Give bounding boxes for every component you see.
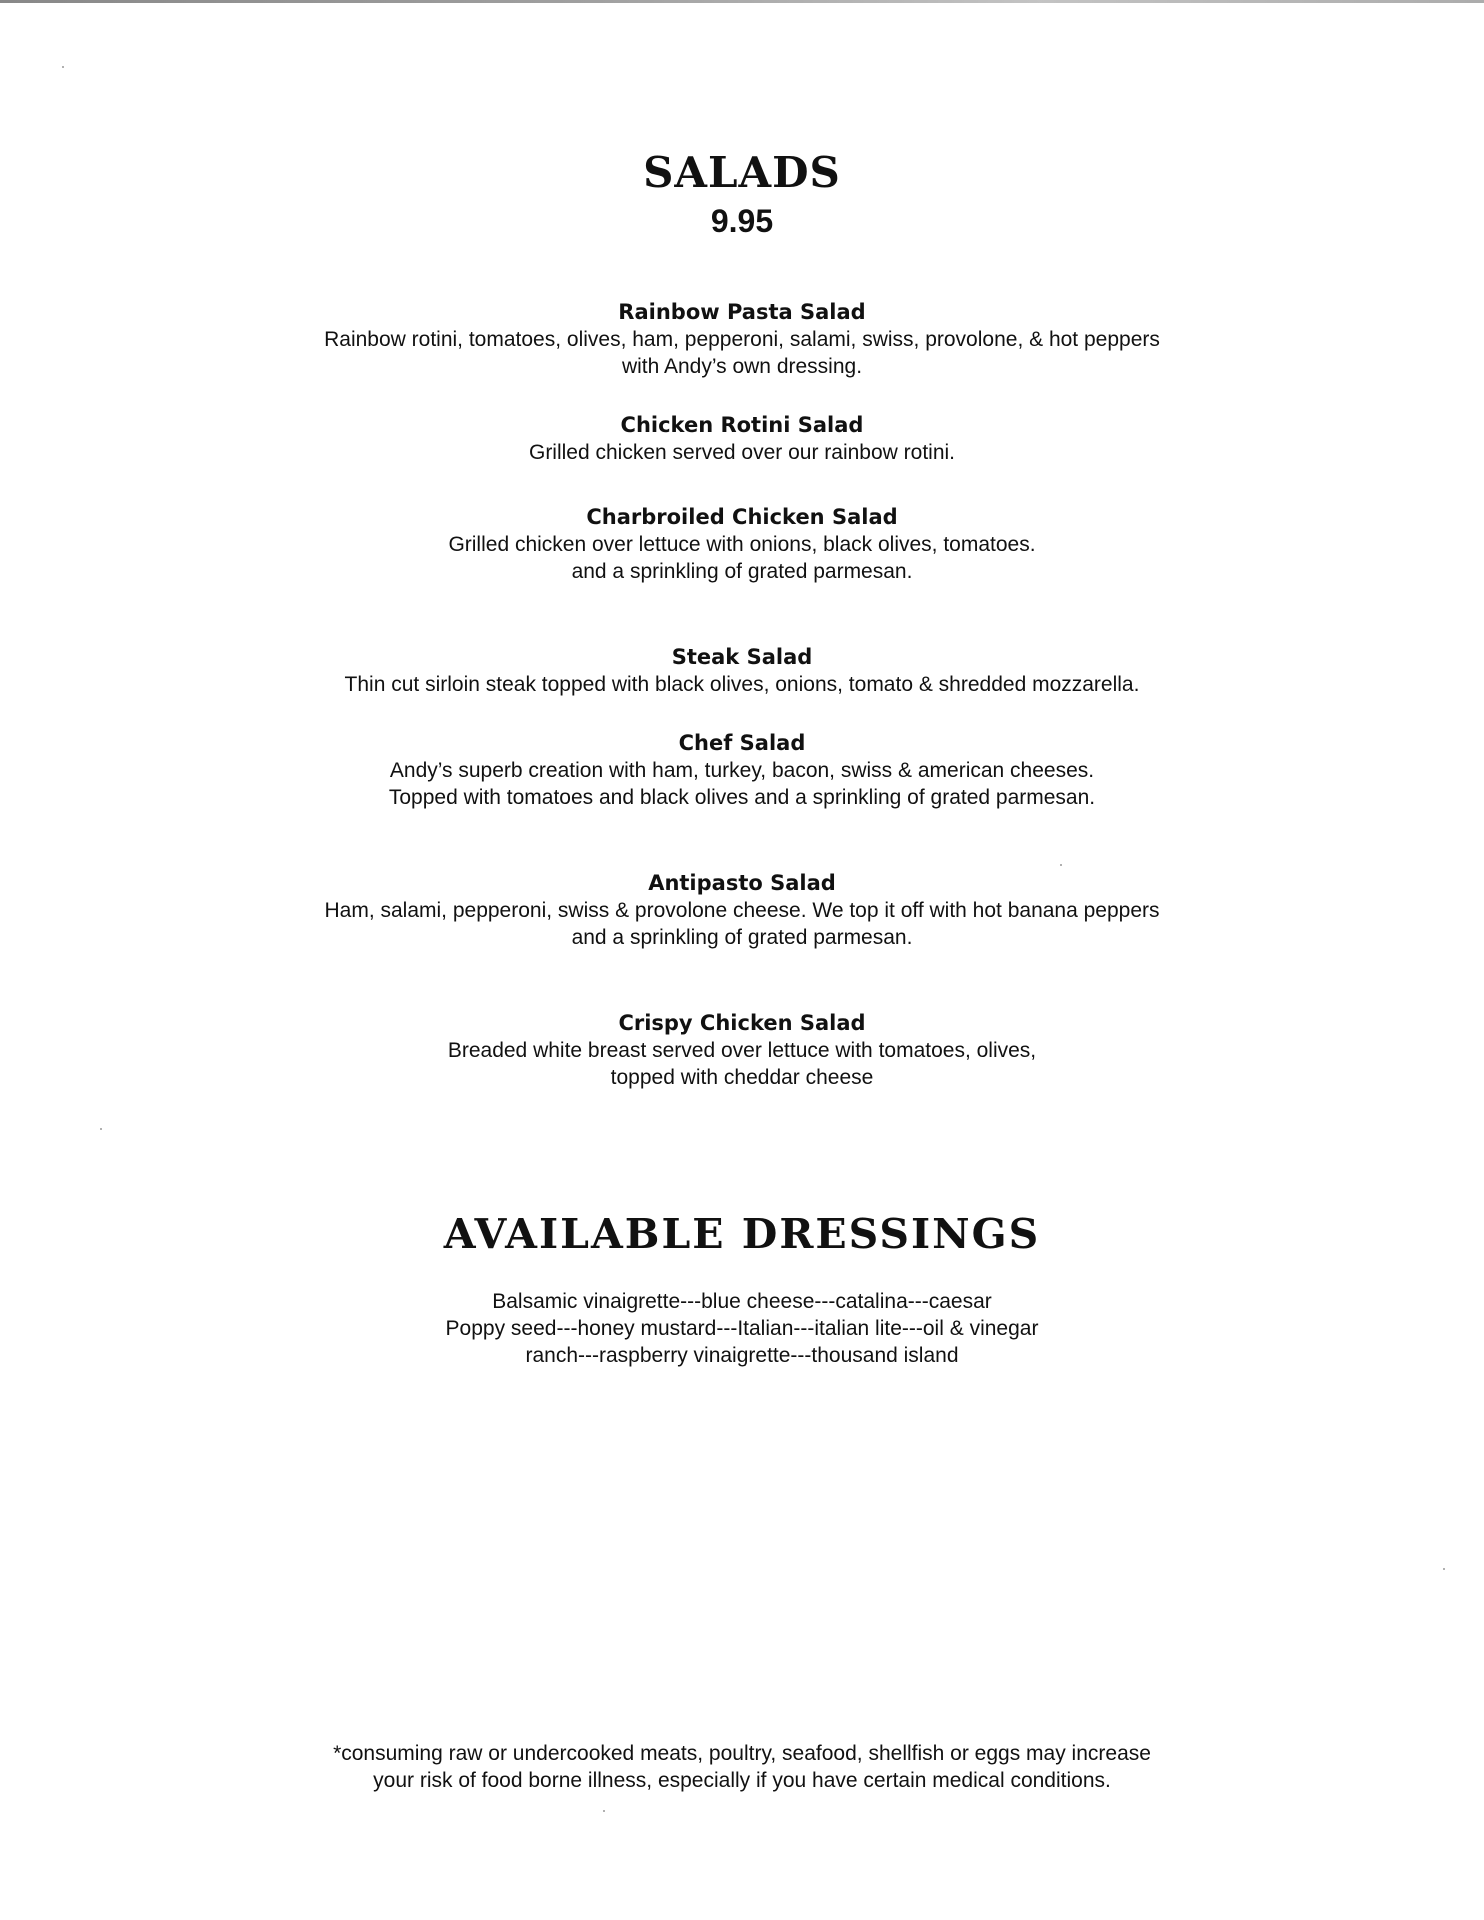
dressings-line: ranch---raspberry vinaigrette---thousand island bbox=[525, 1344, 959, 1367]
scan-speck bbox=[1443, 1568, 1445, 1570]
dressings-line: Poppy seed---honey mustard---Italian---italian lite---oil & vinegar bbox=[445, 1317, 1039, 1340]
dressings-heading: AVAILABLE DRESSINGS bbox=[443, 1210, 1041, 1258]
scan-speck bbox=[1060, 864, 1062, 866]
salad-description-line: Grilled chicken over lettuce with onions, black olives, tomatoes. bbox=[448, 533, 1036, 556]
salad-name: Charbroiled Chicken Salad bbox=[586, 505, 898, 529]
scan-speck bbox=[603, 1810, 605, 1812]
salad-item-chicken-rotini bbox=[0, 411, 1484, 466]
salad-description-line: Andy’s superb creation with ham, turkey, bacon, swiss & american cheeses. bbox=[389, 759, 1095, 782]
salad-item-crispy-chicken bbox=[0, 1009, 1484, 1091]
salad-name: Rainbow Pasta Salad bbox=[618, 300, 866, 324]
disclaimer-line: *consuming raw or undercooked meats, poultry, seafood, shellfish or eggs may increase bbox=[333, 1742, 1151, 1765]
food-safety-disclaimer bbox=[0, 1740, 1484, 1794]
salad-description-line: and a sprinkling of grated parmesan. bbox=[571, 926, 913, 949]
salad-description-line: Rainbow rotini, tomatoes, olives, ham, pepperoni, salami, swiss, provolone, & hot peppers bbox=[324, 328, 1160, 351]
salad-name: Steak Salad bbox=[671, 645, 813, 669]
salad-description-line: Topped with tomatoes and black olives and a sprinkling of grated parmesan. bbox=[388, 786, 1096, 809]
salad-description-line: with Andy’s own dressing. bbox=[621, 355, 863, 378]
salad-item-rainbow-pasta bbox=[0, 298, 1484, 380]
salads-price: 9.95 bbox=[710, 203, 774, 239]
salad-item-charbroiled-chicken bbox=[0, 503, 1484, 585]
disclaimer-line: your risk of food borne illness, especially if you have certain medical conditions. bbox=[373, 1769, 1111, 1792]
salad-description-line: Ham, salami, pepperoni, swiss & provolone cheese. We top it off with hot banana peppers bbox=[324, 899, 1160, 922]
salad-description-line: Breaded white breast served over lettuce with tomatoes, olives, bbox=[447, 1039, 1037, 1062]
salad-description-line: Grilled chicken served over our rainbow rotini. bbox=[528, 441, 956, 464]
salad-item-antipasto bbox=[0, 869, 1484, 951]
salad-name: Chef Salad bbox=[678, 731, 806, 755]
salad-name: Crispy Chicken Salad bbox=[618, 1011, 866, 1035]
dressings-line: Balsamic vinaigrette---blue cheese---catalina---caesar bbox=[492, 1290, 992, 1313]
salad-description-line: Thin cut sirloin steak topped with black olives, onions, tomato & shredded mozzarella. bbox=[344, 673, 1140, 696]
salads-heading: SALADS bbox=[643, 148, 841, 197]
salad-item-steak bbox=[0, 643, 1484, 698]
scan-edge-line bbox=[0, 0, 1484, 3]
salad-item-chef bbox=[0, 729, 1484, 811]
salad-description-line: and a sprinkling of grated parmesan. bbox=[571, 560, 913, 583]
salad-name: Chicken Rotini Salad bbox=[620, 413, 864, 437]
salad-description-line: topped with cheddar cheese bbox=[610, 1066, 874, 1089]
scan-speck bbox=[62, 66, 64, 68]
salad-name: Antipasto Salad bbox=[648, 871, 836, 895]
dressings-list bbox=[0, 1288, 1484, 1369]
scan-speck bbox=[100, 1128, 102, 1130]
